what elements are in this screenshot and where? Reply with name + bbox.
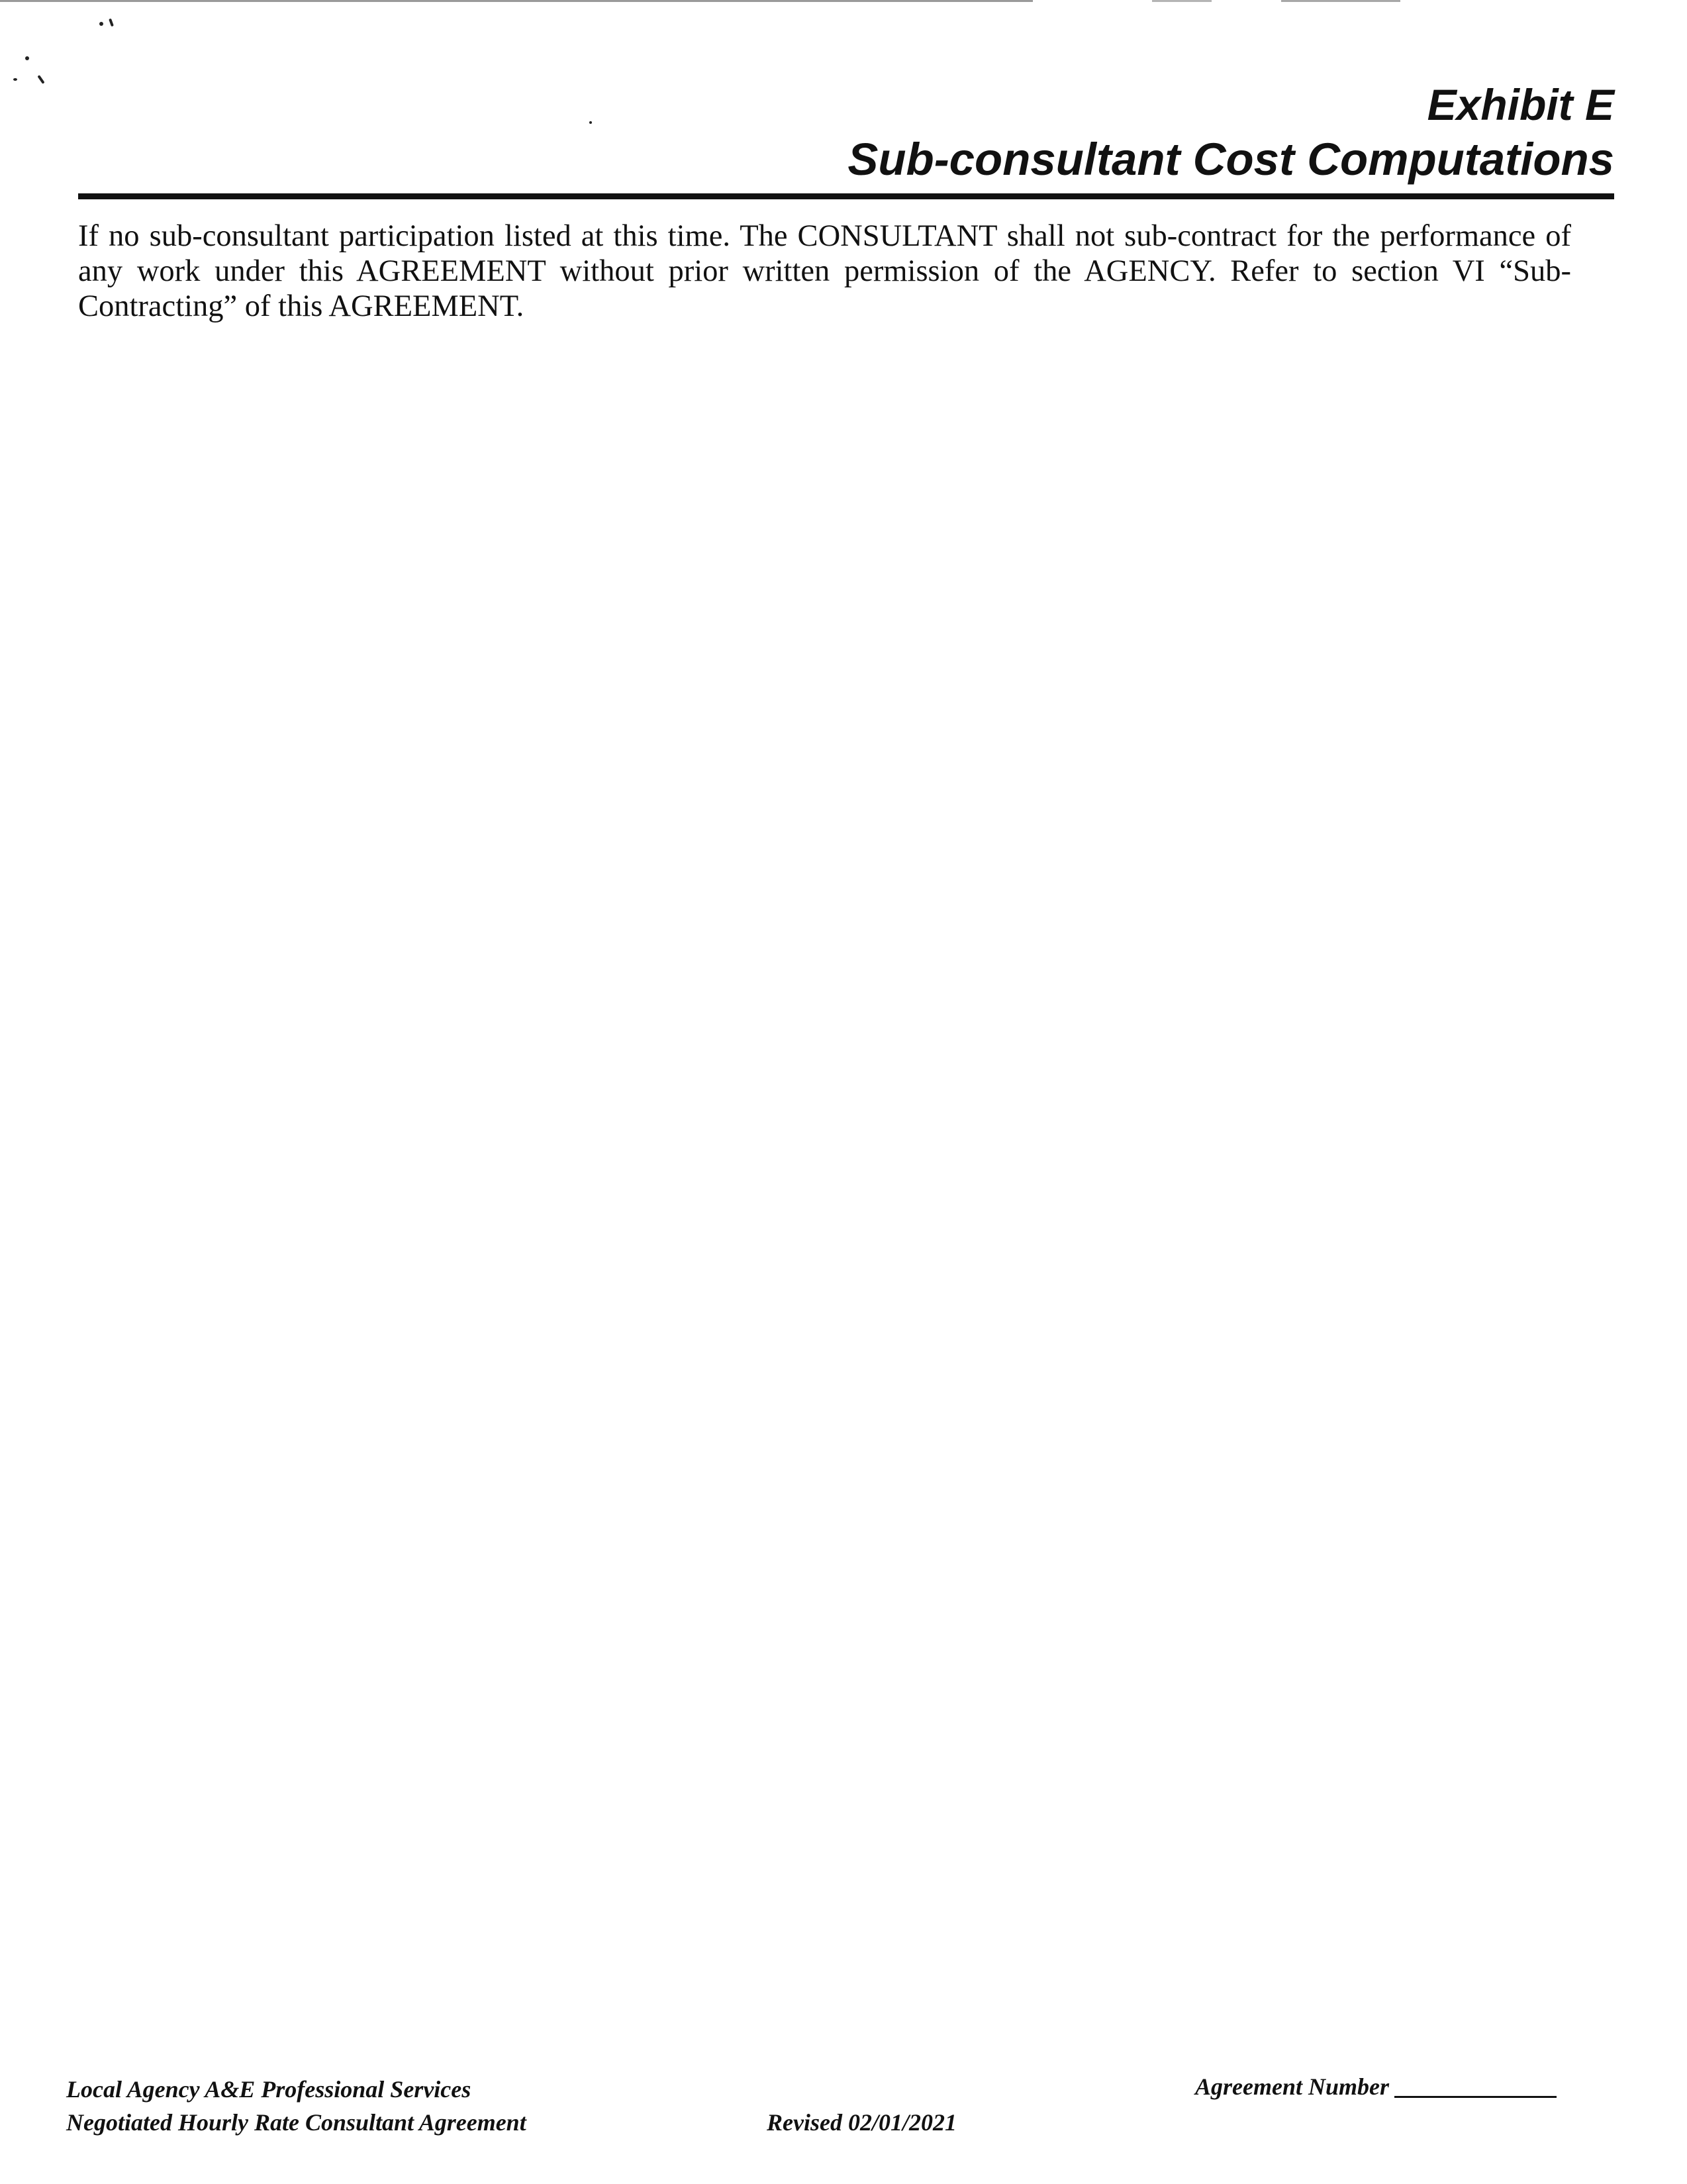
footer-line-1: Local Agency A&E Professional Services <box>66 2076 471 2103</box>
exhibit-header <box>847 78 1614 188</box>
footer-agreement-type <box>66 2073 526 2139</box>
header-rule <box>78 193 1614 199</box>
agreement-number-label: Agreement Number <box>1195 2073 1389 2100</box>
agreement-number-blank <box>1394 2076 1557 2098</box>
scan-edge-line <box>1281 0 1400 2</box>
exhibit-title: Sub-consultant Cost Computations <box>847 134 1614 185</box>
exhibit-label: Exhibit E <box>1427 80 1614 129</box>
body-paragraph: If no sub-consultant participation listed at this time. The CONSULTANT shall not sub-contract for the performance of any work under this AGREEMENT without prior written permission of the AGENCY. Refer to section VI “Sub-Contracting” of this AGREEMENT. <box>78 219 1571 323</box>
scan-speck <box>99 22 103 26</box>
scan-speck <box>109 19 114 27</box>
scan-speck <box>25 56 29 60</box>
footer-revised-date: Revised 02/01/2021 <box>767 2109 957 2136</box>
scan-speck <box>37 75 44 84</box>
scan-speck <box>589 121 592 124</box>
footer-agreement-number <box>1195 2070 1557 2103</box>
scan-speck <box>13 78 17 81</box>
scan-edge-line <box>1152 0 1212 2</box>
footer-line-2: Negotiated Hourly Rate Consultant Agreement <box>66 2109 526 2136</box>
scan-edge-line <box>0 0 1033 2</box>
